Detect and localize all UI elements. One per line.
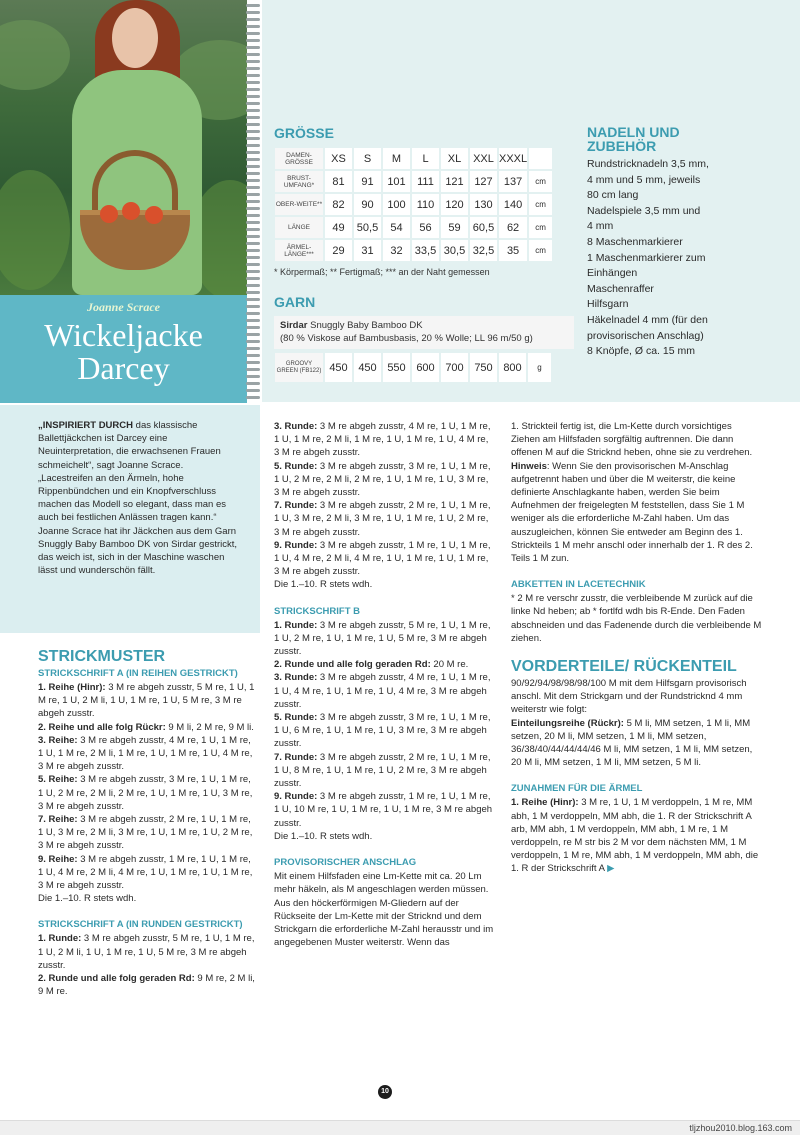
einteilungsreihe-text <box>511 717 763 770</box>
size-value-cell: 130 <box>470 194 497 215</box>
strickschrift-a-reihen-heading: STRICKSCHRIFT A (IN REIHEN GESTRICKT) <box>38 668 238 679</box>
zunahmen-label: 1. Reihe (Hinr): <box>511 797 579 809</box>
zunahmen-text <box>511 796 763 875</box>
size-value-cell: 56 <box>412 217 439 238</box>
size-value-cell: 60,5 <box>470 217 497 238</box>
needles-heading-line-2: ZUBEHÖR <box>587 138 657 154</box>
needles-item: 4 mm und 5 mm, jeweils <box>587 173 701 186</box>
abketten-text: * 2 M re verschr zusstr, die verbleibende M zurück auf die linke Nd heben; ab * fortlfd wdh bis R-Ende. Den Faden abschneiden und das Fadenende durch die verbleibende M ziehen. <box>511 593 762 644</box>
strickschrift-a-runden-cont <box>274 420 496 592</box>
vorderteile-heading: VORDERTEILE/ RÜCKENTEIL <box>511 658 737 676</box>
size-value-cell: 54 <box>383 217 410 238</box>
provisorischer-anschlag-text: Mit einem Hilfsfaden eine Lm-Kette mit ca. 20 Lm mehr häkeln, als M angeschlagen werden müssen. Aus den höckerförmigen M-Gliedern auf der Rückseite der Lm-Kette mit der Stricknd und dem Strickgarn die erforderliche M-Zahl herausstr und im angegebenen Muster weiterstr. Wenn das <box>274 871 494 949</box>
size-value-cell: 32 <box>383 240 410 261</box>
strickschrift-a-runden-heading: STRICKSCHRIFT A (IN RUNDEN GESTRICKT) <box>38 919 243 931</box>
author-name: Joanne Scrace <box>87 300 160 314</box>
yarn-value-cell: 450 <box>354 353 381 382</box>
needles-heading-line-1: NADELN UND <box>587 124 680 140</box>
row-label: GROOVY GREEN (FB122) <box>275 353 323 382</box>
instruction-paragraph: 5. Runde: 3 M re abgeh zusstr, 3 M re, 1 U, 1 M re, 1 U, 2 M re, 2 M li, 2 M re, 1 U, 1 M re, 1 U, 3 M re, 3 M re abgeh zusstr. <box>274 460 491 499</box>
size-value-cell: 140 <box>499 194 527 215</box>
abketten-heading: ABKETTEN IN LACETECHNIK <box>511 579 646 591</box>
needles-item: Rundstricknadeln 3,5 mm, <box>587 158 709 170</box>
anschlag-cont-text: 1. Strickteil fertig ist, die Lm-Kette durch vorsichtiges Ziehen am Hilfsfaden sorgfältig auftrennen. Die dann offenen M auf die Stricknd heben, ohne sie zu verdrehen. <box>511 421 753 459</box>
yarn-value-cell: 450 <box>325 353 352 382</box>
unit-cell: g <box>528 353 551 382</box>
instruction-paragraph: 2. Runde und alle folg geraden Rd: 9 M re, 2 M li, 9 M re. <box>38 973 255 998</box>
yarn-composition: (80 % Viskose auf Bambusbasis, 20 % Wolle; LL 96 m/50 g) <box>280 333 533 344</box>
size-header-cell: L <box>412 148 439 169</box>
size-value-cell: 33,5 <box>412 240 439 261</box>
hint-body: : Wenn Sie den provisorischen M-Anschlag aufgetrennt haben und über die M weiterstr, die keine definierte Anschlagkante haben, werden Sie beim Aufnehmen der freigelegten M feststellen, dass Sie 1 M weniger als die erforderliche M-Zahl haben. Um das auszugleichen, können Sie entweder am Beginn des 1. Strickteils 1 M mehr anschl oder innerhalb der 1. R des 2. Teils 1 M zun. <box>511 460 753 565</box>
strickschrift-b-text <box>274 619 496 843</box>
instruction-paragraph: 9. Runde: 3 M re abgeh zusstr, 1 M re, 1 U, 1 M re, 1 U, 10 M re, 1 U, 1 M re, 1 U, 1 M re, 3 M re abgeh zusstr. <box>274 791 493 829</box>
page-number: 10 <box>378 1085 392 1099</box>
size-value-cell: 31 <box>354 240 381 261</box>
size-table <box>273 146 554 263</box>
size-value-cell: 101 <box>383 171 410 192</box>
size-heading: GRÖSSE <box>274 125 334 141</box>
size-value-cell: 30,5 <box>441 240 468 261</box>
size-header-cell: S <box>354 148 381 169</box>
unit-cell: cm <box>529 240 552 261</box>
size-value-cell: 59 <box>441 217 468 238</box>
size-value-cell: 90 <box>354 194 381 215</box>
needles-item: Maschenraffer <box>587 282 654 295</box>
size-value-cell: 35 <box>499 240 527 261</box>
cover-photo <box>0 0 247 295</box>
strickschrift-b-heading: STRICKSCHRIFT B <box>274 605 361 617</box>
instruction-paragraph: 1. Reihe (Hinr): 3 M re abgeh zusstr, 5 M re, 1 U, 1 M re, 1 U, 2 M li, 1 U, 1 M re, 1 U, 5 M re, 3 M re abgeh zusstr. <box>38 682 255 720</box>
strickmuster-heading: STRICKMUSTER <box>38 648 166 665</box>
instruction-paragraph: 3. Runde: 3 M re abgeh zusstr, 4 M re, 1 U, 1 M re, 1 U, 1 M re, 2 M li, 1 M re, 1 U, 1 M re, 1 U, 4 M re, 3 M re abgeh zusstr. <box>274 421 491 459</box>
size-value-cell: 81 <box>325 171 352 192</box>
size-value-cell: 137 <box>499 171 527 192</box>
size-row <box>275 194 552 215</box>
title-block <box>0 295 247 403</box>
yarn-value-cell: 750 <box>470 353 497 382</box>
instruction-paragraph: 9. Runde: 3 M re abgeh zusstr, 1 M re, 1 U, 1 M re, 1 U, 4 M re, 2 M li, 4 M re, 1 U, 1 M re, 1 U, 1 M re, 3 M re abgeh zusstr. <box>274 539 491 578</box>
needles-item: Häkelnadel 4 mm (für den <box>587 313 708 326</box>
title-line-1: Wickeljacke <box>44 317 203 353</box>
instruction-paragraph: 2. Reihe und alle folg Rückr: 9 M li, 2 M re, 9 M li. <box>38 721 254 733</box>
unit-cell <box>529 148 552 169</box>
yarn-brand: Sirdar <box>280 320 308 331</box>
column-2 <box>274 420 496 949</box>
unit-cell: cm <box>529 194 552 215</box>
size-row <box>275 240 552 261</box>
title-line-2: Darcey <box>77 350 170 386</box>
size-header-row <box>275 148 552 169</box>
info-panel <box>262 0 800 402</box>
instruction-paragraph: 3. Runde: 3 M re abgeh zusstr, 4 M re, 1 U, 1 M re, 1 U, 4 M re, 1 U, 1 M re, 1 U, 4 M re, 3 M re abgeh zusstr. <box>274 672 491 710</box>
einteilungsreihe-label: Einteilungsreihe (Rückr): <box>511 717 624 729</box>
hint-label: Hinweis <box>511 460 547 472</box>
size-value-cell: 120 <box>441 194 468 215</box>
size-header-cell: XXXL <box>499 148 527 169</box>
vorderteile-text: 90/92/94/98/98/98/100 M mit dem Hilfsgarn provisorisch anschl. Mit dem Strickgarn und der Rundstricknd 4 mm weiterstr wie folgt: <box>511 678 747 716</box>
instruction-paragraph: Die 1.–10. R stets wdh. <box>274 830 373 842</box>
continue-arrow-icon: ▶ <box>607 863 615 875</box>
size-value-cell: 50,5 <box>354 217 381 238</box>
size-value-cell: 29 <box>325 240 352 261</box>
instruction-paragraph: 2. Runde und alle folg geraden Rd: 20 M re. <box>274 659 469 671</box>
yarn-value-cell: 800 <box>499 353 526 382</box>
size-value-cell: 91 <box>354 171 381 192</box>
yarn-value-cell: 550 <box>383 353 410 382</box>
needles-item: Nadelspiele 3,5 mm und <box>587 204 701 217</box>
strickschrift-a-runden-text <box>38 932 258 998</box>
size-row <box>275 217 552 238</box>
instruction-paragraph: 7. Runde: 3 M re abgeh zusstr, 2 M re, 1 U, 1 M re, 1 U, 3 M re, 2 M li, 3 M re, 1 U, 1 M re, 1 U, 2 M re, 3 M re abgeh zusstr. <box>274 500 491 538</box>
instruction-paragraph: Die 1.–10. R stets wdh. <box>274 579 373 591</box>
size-header-cell: XXL <box>470 148 497 169</box>
size-value-cell: 110 <box>412 194 439 215</box>
yarn-heading: GARN <box>274 294 316 310</box>
footer-watermark: tljzhou2010.blog.163.com <box>0 1120 800 1135</box>
size-footnote: * Körpermaß; ** Fertigmaß; *** an der Naht gemessen <box>274 267 490 277</box>
needles-item: 1 Maschenmarkierer zum <box>587 251 706 264</box>
intro-quote <box>0 405 260 633</box>
unit-cell: cm <box>529 171 552 192</box>
unit-cell: cm <box>529 217 552 238</box>
yarn-value-cell: 600 <box>412 353 439 382</box>
needles-item: 8 Knöpfe, Ø ca. 15 mm <box>587 345 695 358</box>
size-row <box>275 171 552 192</box>
intro-lead: „INSPIRIERT DURCH <box>38 420 134 431</box>
instruction-paragraph: 3. Reihe: 3 M re abgeh zusstr, 4 M re, 1 U, 1 M re, 1 U, 1 M re, 2 M li, 1 M re, 1 U, 1 M re, 1 U, 4 M re, 3 M re abgeh zusstr. <box>38 734 253 773</box>
row-label: DAMEN-GRÖSSE <box>275 148 323 169</box>
yarn-table <box>273 351 553 384</box>
instruction-paragraph: 1. Runde: 3 M re abgeh zusstr, 5 M re, 1 U, 1 M re, 1 U, 2 M re, 1 U, 1 M re, 1 U, 5 M re, 3 M re abgeh zusstr. <box>274 619 491 658</box>
instruction-paragraph: 9. Reihe: 3 M re abgeh zusstr, 1 M re, 1 U, 1 M re, 1 U, 4 M re, 2 M li, 4 M re, 1 U, 1 M re, 1 U, 1 M re, 3 M re abgeh zusstr. <box>38 853 253 892</box>
size-value-cell: 121 <box>441 171 468 192</box>
yarn-product: Snuggly Baby Bamboo DK <box>307 320 423 331</box>
row-label: LÄNGE <box>275 217 323 238</box>
size-value-cell: 62 <box>499 217 527 238</box>
needles-item: 80 cm lang <box>587 189 639 202</box>
needles-heading <box>587 125 737 153</box>
yarn-row <box>275 353 551 382</box>
yarn-value-cell: 700 <box>441 353 468 382</box>
size-value-cell: 100 <box>383 194 410 215</box>
size-value-cell: 127 <box>470 171 497 192</box>
instruction-paragraph: 5. Runde: 3 M re abgeh zusstr, 3 M re, 1 U, 1 M re, 1 U, 6 M re, 1 U, 1 M re, 1 U, 3 M re, 3 M re abgeh zusstr. <box>274 712 491 750</box>
hint-text <box>511 460 763 566</box>
size-value-cell: 32,5 <box>470 240 497 261</box>
size-header-cell: M <box>383 148 410 169</box>
provisorischer-anschlag-heading: PROVISORISCHER ANSCHLAG <box>274 857 417 869</box>
instruction-paragraph: 7. Reihe: 3 M re abgeh zusstr, 2 M re, 1 U, 1 M re, 1 U, 3 M re, 2 M li, 3 M re, 1 U, 1 M re, 1 U, 2 M re, 3 M re abgeh zusstr. <box>38 814 253 852</box>
needles-item: 8 Maschenmarkierer <box>587 235 683 248</box>
model-face <box>112 8 158 68</box>
column-3 <box>511 420 763 876</box>
needles-item: 4 mm <box>587 220 614 233</box>
instruction-paragraph: 5. Reihe: 3 M re abgeh zusstr, 3 M re, 1 U, 1 M re, 1 U, 2 M re, 2 M li, 2 M re, 1 U, 1 M re, 1 U, 3 M re, 3 M re abgeh zusstr. <box>38 774 253 812</box>
size-header-cell: XL <box>441 148 468 169</box>
size-value-cell: 49 <box>325 217 352 238</box>
instruction-paragraph: Die 1.–10. R stets wdh. <box>38 893 137 905</box>
column-1 <box>38 648 258 998</box>
intro-text: das klassische Ballettjäckchen ist Darcey eine Neuinterpretation, die erwachsenen Frauen schmeichelt“, sagt Joanne Scrace. „Lacestreifen an den Ärmeln, hohe Rippenbündchen und ein Knopfverschluss machen das Modell so elegant, dass man es auch bei festlichen Anlässen tragen kann.“ Joanne Scrace hat ihr Jäckchen aus dem Garn Snuggly Baby Bamboo DK von Sirdar gestrickt, das weich ist, sich in der Maschine waschen lässt und wunderschön fällt. <box>38 420 238 577</box>
needles-list <box>587 157 752 360</box>
needles-item: Hilfsgarn <box>587 298 629 311</box>
strickschrift-a-reihen-text <box>38 681 258 905</box>
instruction-paragraph: 7. Runde: 3 M re abgeh zusstr, 2 M re, 1 U, 1 M re, 1 U, 8 M re, 1 U, 1 M re, 1 U, 2 M re, 3 M re abgeh zusstr. <box>274 751 491 790</box>
spiral-binding <box>244 0 260 402</box>
size-value-cell: 82 <box>325 194 352 215</box>
row-label: BRUST-UMFANG* <box>275 171 323 192</box>
size-header-cell: XS <box>325 148 352 169</box>
zunahmen-heading: ZUNAHMEN FÜR DIE ÄRMEL <box>511 783 643 795</box>
row-label: ÄRMEL-LÄNGE*** <box>275 240 323 261</box>
zunahmen-body: 3 M re, 1 U, 1 M verdoppeln, 1 M re, MM abh, 1 M verdoppeln, MM abh, die 1. R der Strickschrift A arb, MM abh, 1 M verdoppeln, MM abh, 1 M re, 1 M verdoppeln, re M str bis 2 M vor dem nächsten MM, 1 M verdoppeln, 1 M re, MM abh, 1 M verdoppeln, MM abh, die 1. R der Strickschrift A <box>511 797 759 875</box>
needles-item: provisorischen Anschlag) <box>587 329 704 342</box>
instruction-paragraph: 1. Runde: 3 M re abgeh zusstr, 5 M re, 1 U, 1 M re, 1 U, 2 M li, 1 U, 1 M re, 1 U, 5 M re, 3 M re abgeh zusstr. <box>38 933 255 971</box>
einteilungsreihe-body: 5 M li, MM setzen, 1 M li, MM setzen, 20 M li, MM setzen, 1 M li, MM setzen, 36/38/40/44/44/44/46 M li, MM setzen, 1 M li, MM setzen, 20 M li, MM setzen, 1 M li, MM setzen, 5 M li. <box>511 717 753 769</box>
yarn-description <box>274 316 574 349</box>
needles-item: Einhängen <box>587 267 638 280</box>
size-value-cell: 111 <box>412 171 439 192</box>
pattern-title <box>0 319 247 385</box>
row-label: OBER-WEITE** <box>275 194 323 215</box>
